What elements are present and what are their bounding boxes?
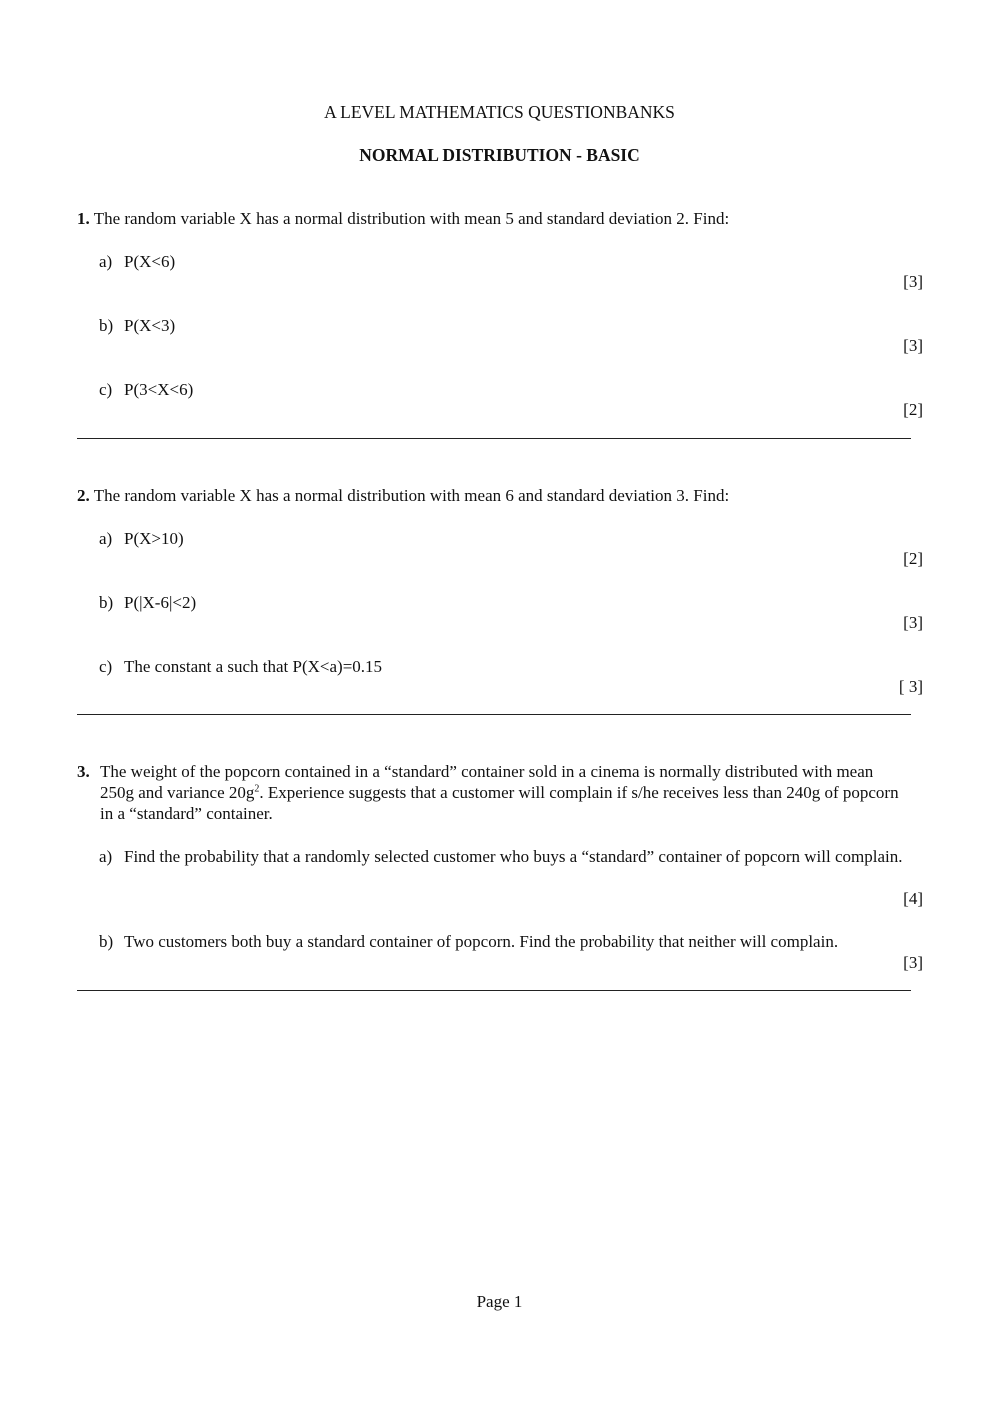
part-label: b) [99, 932, 114, 951]
part-text: P(3<X<6) [124, 380, 194, 399]
part-text: P(X<6) [124, 252, 176, 271]
part-label: c) [99, 657, 113, 676]
page-number: Page 1 [476, 1292, 523, 1311]
part-text: Two customers both buy a standard container of popcorn. Find the probability that neither will complain. [124, 932, 839, 951]
question-3-part-b [99, 931, 909, 952]
marks: [3] [903, 272, 923, 291]
question-2-part-c [99, 656, 909, 677]
question-2 [77, 485, 907, 506]
part-label: b) [99, 316, 114, 335]
question-2-part-a [99, 528, 909, 549]
question-text: The random variable X has a normal distribution with mean 5 and standard deviation 2. Find: [93, 209, 730, 228]
part-label: a) [99, 847, 113, 866]
document-title: NORMAL DISTRIBUTION - BASIC [359, 145, 640, 165]
part-label: a) [99, 252, 113, 271]
part-label: c) [99, 380, 113, 399]
question-number: 1. [77, 209, 90, 228]
question-2-part-b [99, 592, 909, 613]
part-text: The constant a such that P(X<a)=0.15 [124, 657, 383, 676]
marks: [3] [903, 613, 923, 632]
document-header: A LEVEL MATHEMATICS QUESTIONBANKS [324, 102, 675, 122]
marks: [3] [903, 336, 923, 355]
part-text: P(|X-6|<2) [124, 593, 197, 612]
divider [77, 438, 911, 439]
question-3-part-a [99, 846, 909, 867]
marks: [ 3] [898, 677, 923, 696]
question-1 [77, 208, 907, 229]
question-number: 2. [77, 486, 90, 505]
question-text: The weight of the popcorn contained in a “standard” container sold in a cinema is normally distributed with mean 250g and variance $20g^2$. Experience suggests that a customer will complain if s/he receives less than 240g of popcorn in a “standard” container. [100, 762, 899, 823]
question-1-part-c [99, 379, 909, 400]
question-3 [77, 761, 907, 824]
part-text: P(X<3) [124, 316, 176, 335]
divider [77, 990, 911, 991]
marks: [3] [903, 953, 923, 972]
part-text: Find the probability that a randomly selected customer who buys a “standard” container of popcorn will complain. [124, 847, 903, 866]
question-1-part-a [99, 251, 909, 272]
divider [77, 714, 911, 715]
part-label: a) [99, 529, 113, 548]
question-number: 3. [77, 762, 90, 781]
question-text: The random variable X has a normal distribution with mean 6 and standard deviation 3. Find: [93, 486, 730, 505]
marks: [4] [903, 889, 923, 908]
part-label: b) [99, 593, 114, 612]
part-text: P(X>10) [124, 529, 184, 548]
question-1-part-b [99, 315, 909, 336]
marks: [2] [903, 549, 923, 568]
marks: [2] [903, 400, 923, 419]
